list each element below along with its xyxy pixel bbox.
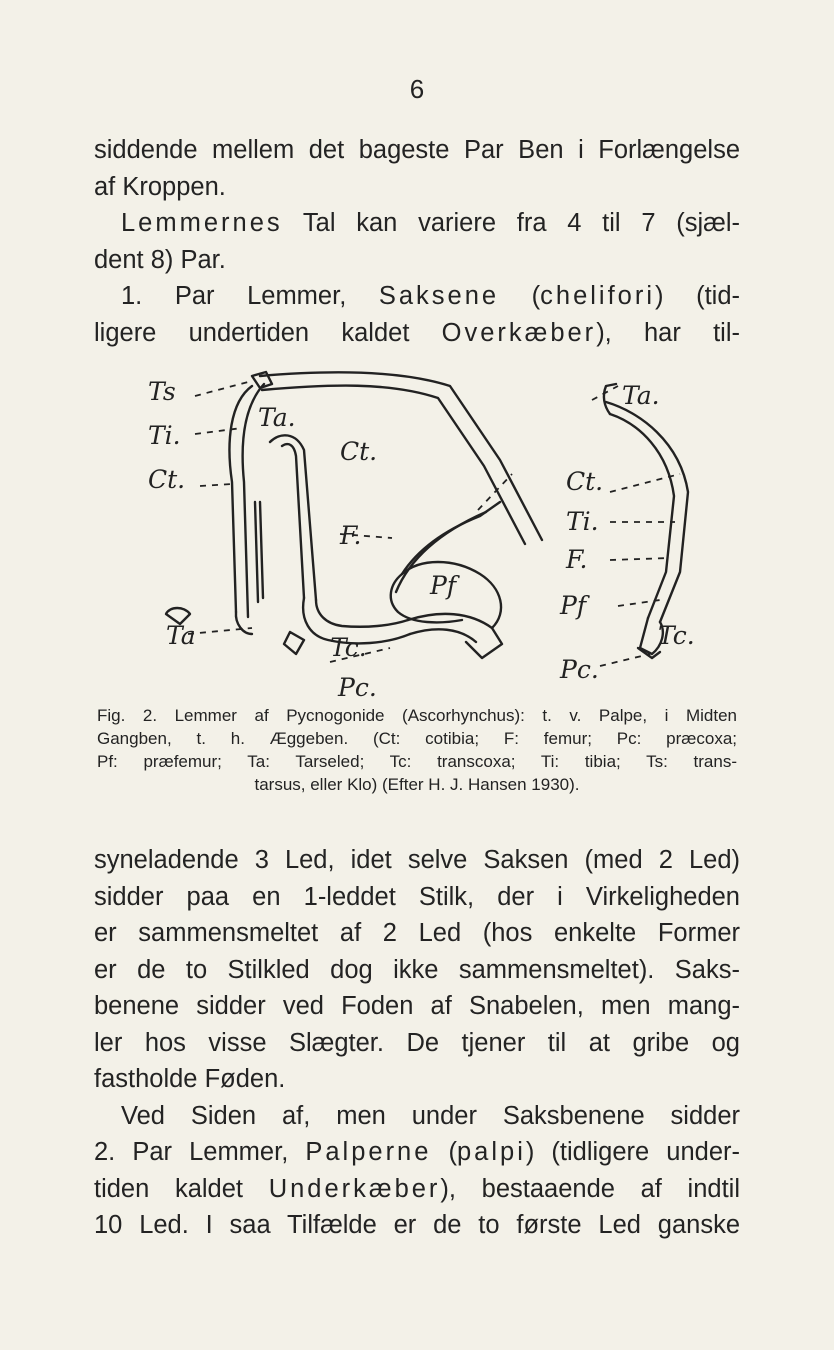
label-pc-right: Pc.	[560, 655, 599, 684]
text-span: ) (tid-	[655, 282, 741, 310]
spaced-word: palpi	[456, 1138, 526, 1166]
spaced-word: chelifori	[540, 282, 656, 310]
text-span: ) (tidligere under-	[525, 1138, 740, 1166]
figure-caption	[97, 704, 737, 796]
label-ts: Ts	[148, 377, 176, 406]
label-ti-right: Ti.	[566, 507, 599, 536]
paragraph-intro	[94, 132, 740, 351]
label-ta: Ta	[166, 621, 196, 650]
text-line: fastholde Føden.	[94, 1065, 286, 1093]
label-f: F.	[340, 521, 362, 550]
text-line: syneladende 3 Led, idet selve Saksen (med 2 Led)	[94, 846, 740, 874]
paragraph-body	[94, 842, 740, 1244]
label-ct-right: Ct.	[566, 467, 604, 496]
caption-line: tarsus, eller Klo) (Efter H. J. Hansen 1930).	[254, 775, 580, 794]
caption-line: Fig. 2. Lemmer af Pycnogonide (Ascorhynchus): t. v. Palpe, i Midten	[97, 706, 737, 725]
text-span: Tal kan variere fra 4 til 7 (sjæl-	[282, 209, 740, 237]
label-f-right: F.	[566, 545, 588, 574]
text-span: ligere undertiden kaldet	[94, 318, 442, 347]
text-line	[94, 1134, 740, 1171]
label-pc: Pc.	[338, 673, 377, 702]
text-span: 2. Par Lemmer,	[94, 1138, 306, 1166]
label-ta-top: Ta.	[258, 403, 296, 432]
text-span: (	[431, 1138, 457, 1166]
label-ti: Ti.	[148, 421, 181, 450]
text-line	[94, 315, 740, 352]
label-pf: Pf	[430, 571, 457, 600]
text-span: ), har til-	[596, 318, 740, 347]
caption-line: Pf: præfemur; Ta: Tarseled; Tc: transcoxa; Ti: tibia; Ts: trans-	[97, 752, 737, 771]
text-line: siddende mellem det bageste Par Ben i Forlængelse	[94, 136, 740, 164]
text-span: (	[499, 282, 541, 310]
figure-legs	[140, 362, 710, 707]
text-line: 10 Led. I saa Tilfælde er de to første Led ganske	[94, 1211, 740, 1239]
text-span: ), bestaaende af indtil	[440, 1174, 740, 1203]
text-line	[94, 205, 740, 242]
text-line: sidder paa en 1-leddet Stilk, der i Virkeligheden	[94, 882, 740, 911]
text-line: benene sidder ved Foden af Snabelen, men mang-	[94, 992, 740, 1020]
label-tc-right: Tc.	[658, 621, 695, 650]
label-tc: Tc.	[330, 633, 367, 662]
caption-line: Gangben, t. h. Æggeben. (Ct: cotibia; F: femur; Pc: præcoxa;	[97, 729, 737, 748]
spaced-word: Underkæber	[268, 1174, 441, 1203]
spaced-word: Overkæber	[441, 318, 597, 347]
page-number: 6	[409, 74, 425, 104]
text-line: Ved Siden af, men under Saksbenene sidder	[121, 1101, 740, 1130]
label-ta-right: Ta.	[622, 381, 660, 410]
text-line: er sammensmeltet af 2 Led (hos enkelte Former	[94, 919, 740, 947]
spaced-word: Lemmernes	[121, 209, 283, 237]
text-line	[94, 1171, 740, 1208]
text-line: ler hos visse Slægter. De tjener til at gribe og	[94, 1028, 740, 1057]
label-pf-right: Pf	[560, 591, 587, 620]
text-line: af Kroppen.	[94, 172, 226, 201]
text-line: dent 8) Par.	[94, 245, 226, 274]
text-span: 1. Par Lemmer,	[121, 282, 379, 310]
text-span: tiden kaldet	[94, 1174, 269, 1203]
spaced-word: Saksene	[378, 282, 500, 310]
text-line: er de to Stilkled dog ikke sammensmeltet). Saks-	[94, 955, 740, 984]
label-ct-top: Ct.	[340, 437, 378, 466]
figure-drawing	[140, 362, 710, 707]
text-line	[94, 278, 740, 315]
spaced-word: Palperne	[305, 1138, 432, 1166]
label-ct: Ct.	[148, 465, 186, 494]
